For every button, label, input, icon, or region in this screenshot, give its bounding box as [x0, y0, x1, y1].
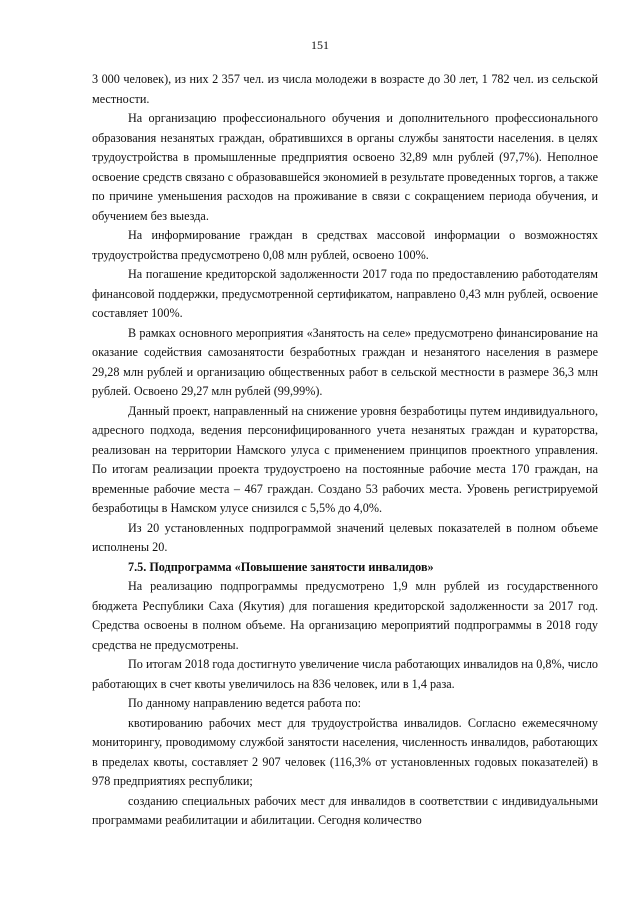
paragraph-quota-jobs: квотированию рабочих мест для трудоустройства инвалидов. Согласно ежемесячному мониторингу, проводимому службой занятости населения, численность инвалидов, работающих в пределах квоты, составляет 2 907 человек (116,3% от установленных годовых показателей) в 978 предприятиях республики;: [92, 715, 598, 788]
section-heading: 7.5. Подпрограмма «Повышение занятости инвалидов»: [128, 559, 434, 574]
paragraph-professional-training: На организацию профессионального обучения и дополнительного профессионального образования незанятых граждан, обратившихся в органы службы занятости населения. в целях трудоустройства в промышленные предприятия освоено 32,89 млн рублей (97,7%). Неполное освоение средств связано с образовавшейся экономией в результате проведенных торгов, а также по причине уменьшения расходов на проживание в связи с сокращением периода обучения, и обучением без выезда.: [92, 111, 598, 223]
paragraph-subprogram-results: По итогам 2018 года достигнуто увеличение числа работающих инвалидов на 0,8%, число работающих в счет квоты увеличилось на 836 человек, или в 1,4 раза.: [92, 657, 598, 691]
paragraph-target-indicators: Из 20 установленных подпрограммой значений целевых показателей в полном объеме исполнены 20.: [92, 520, 598, 554]
paragraph-special-jobs: созданию специальных рабочих мест для инвалидов в соответствии с индивидуальными программами реабилитации и абилитации. Сегодня количество: [92, 793, 598, 827]
paragraph-project-results: Данный проект, направленный на снижение уровня безработицы путем индивидуального, адресного подхода, ведения персонифицированного учета незанятых граждан и кураторства, реализован на территории Намского улуса с применением принципов проектного управления. По итогам реализации проекта трудоустроено на постоянные рабочие места 170 граждан, на временные рабочие места – 467 граждан. Создано 53 рабочих места. Уровень регистрируемой безработицы в Намском улусе снизился с 5,5% до 4,0%.: [92, 403, 598, 515]
paragraph-work-directions: По данному направлению ведется работа по:: [128, 696, 362, 710]
paragraph-media-informing: На информирование граждан в средствах массовой информации о возможностях трудоустройства предусмотрено 0,08 млн рублей, освоено 100%.: [92, 228, 598, 262]
page-body: [92, 70, 598, 831]
page-number: 151: [311, 38, 329, 52]
paragraph-continuation: 3 000 человек), из них 2 357 чел. из числа молодежи в возрасте до 30 лет, 1 782 чел. из сельской местности.: [92, 72, 598, 106]
paragraph-subprogram-funding: На реализацию подпрограммы предусмотрено 1,9 млн рублей из государственного бюджета Республики Саха (Якутия) для погашения кредиторской задолженности за 2017 год. Средства освоены в полном объеме. На организацию мероприятий подпрограммы в 2018 году средства не предусмотрены.: [92, 579, 598, 652]
paragraph-debt-repayment: На погашение кредиторской задолженности 2017 года по предоставлению работодателям финансовой поддержки, предусмотренной сертификатом, направлено 0,43 млн рублей, освоение составляет 100%.: [92, 267, 598, 320]
paragraph-rural-employment: В рамках основного мероприятия «Занятость на селе» предусмотрено финансирование на оказание содействия самозанятости безработных граждан и незанятого населения в размере 29,28 млн рублей и организацию общественных работ в сельской местности в размере 36,3 млн рублей. Освоено 29,27 млн рублей (99,99%).: [92, 325, 598, 398]
